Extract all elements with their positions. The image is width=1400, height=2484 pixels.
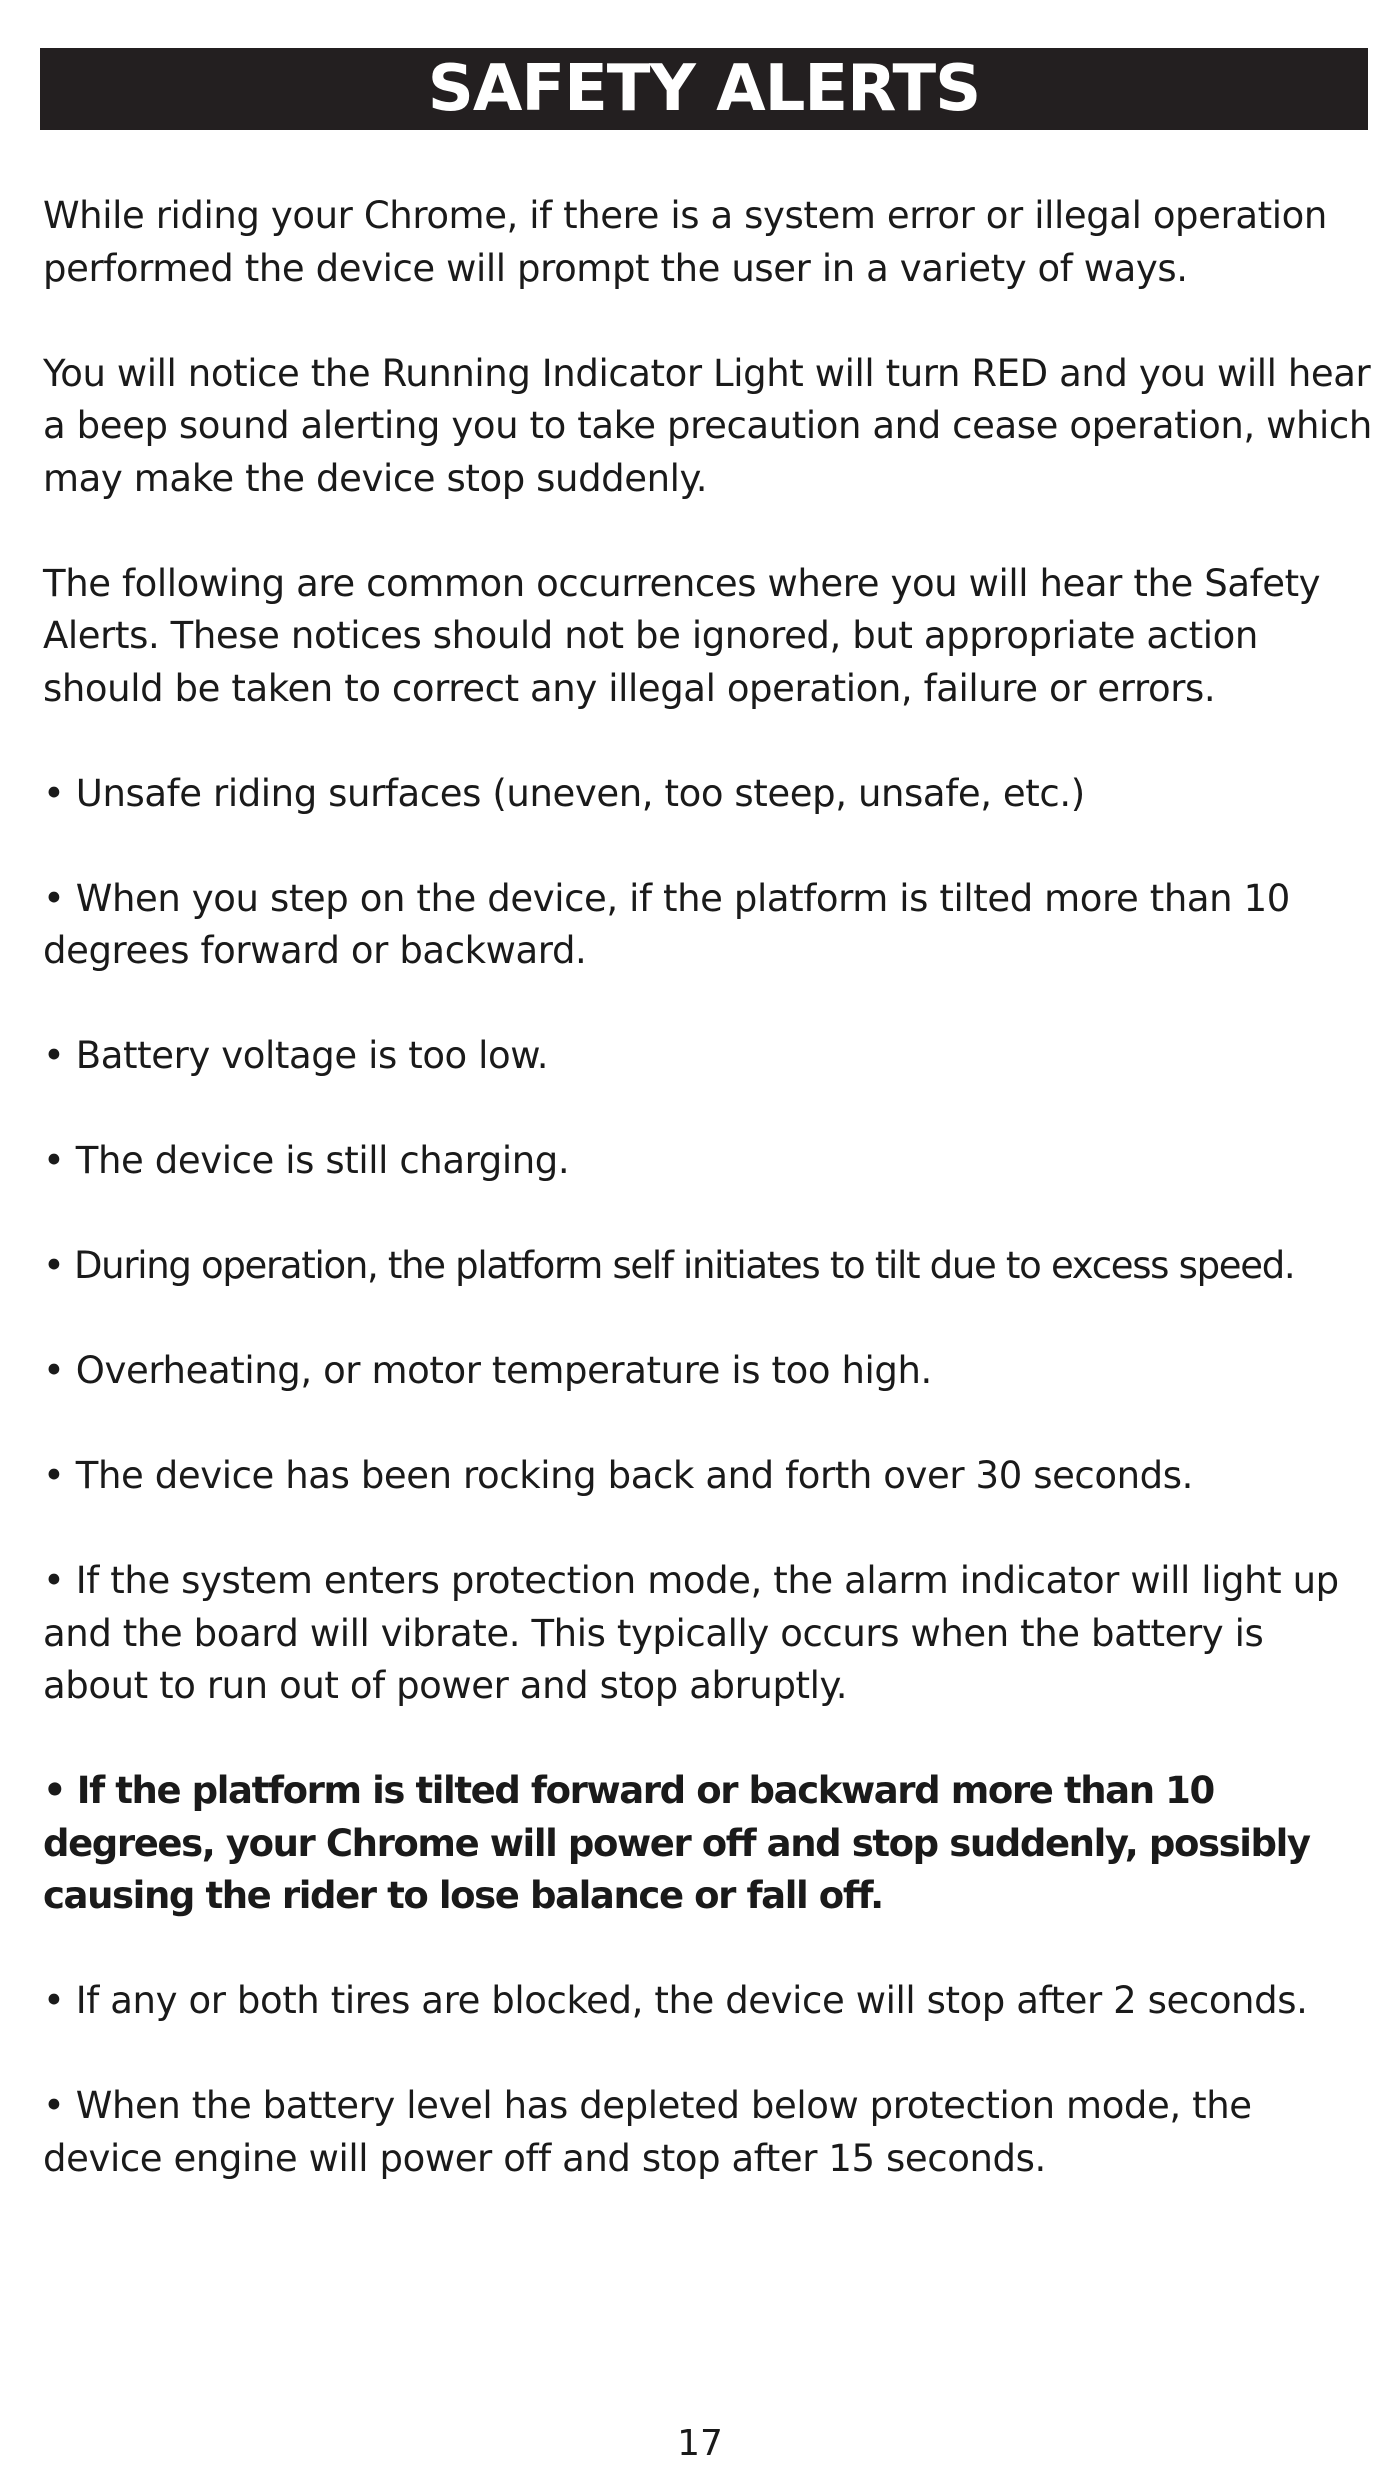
alert-bullet: • Unsafe riding surfaces (uneven, too steep, unsafe, etc.) (43, 771, 1085, 815)
title-banner (40, 48, 1368, 130)
alert-bullet: • Overheating, or motor temperature is too high. (43, 1349, 932, 1392)
intro-paragraph: The following are common occurrences where you will hear the Safety Alerts. These notices should not be ignored, but appropriate action should be taken to correct any illegal operation, failure or errors. (43, 561, 1321, 710)
alert-bullet-warning: • If the platform is tilted forward or backward more than 10 degrees, your Chrome will power off and stop suddenly, possibly causing the rider to lose balance or fall off. (43, 1769, 1310, 1917)
alert-bullet: • If the system enters protection mode, the alarm indicator will light up and the board will vibrate. This typically occurs when the battery is about to run out of power and stop abruptly. (43, 1559, 1339, 1707)
alert-bullet: • Battery voltage is too low. (43, 1034, 549, 1077)
page-number: 17 (677, 2423, 723, 2464)
alert-bullet: • The device has been rocking back and forth over 30 seconds. (43, 1454, 1193, 1497)
alert-bullet: • During operation, the platform self initiates to tilt due to excess speed. (43, 1244, 1295, 1287)
body-text (43, 190, 1373, 2238)
alert-bullet: • The device is still charging. (43, 1139, 570, 1182)
alert-bullet: • When you step on the device, if the platform is tilted more than 10 degrees forward or backward. (43, 876, 1290, 972)
intro-paragraph: You will notice the Running Indicator Light will turn RED and you will hear a beep sound alerting you to take precaution and cease operation, which may make the device stop suddenly. (43, 351, 1372, 500)
alert-bullet: • When the battery level has depleted below protection mode, the device engine will power off and stop after 15 seconds. (43, 2084, 1252, 2180)
page-title: SAFETY ALERTS (427, 52, 981, 126)
alert-bullet: • If any or both tires are blocked, the device will stop after 2 seconds. (43, 1979, 1308, 2022)
intro-paragraph: While riding your Chrome, if there is a system error or illegal operation performed the device will prompt the user in a variety of ways. (43, 194, 1327, 290)
